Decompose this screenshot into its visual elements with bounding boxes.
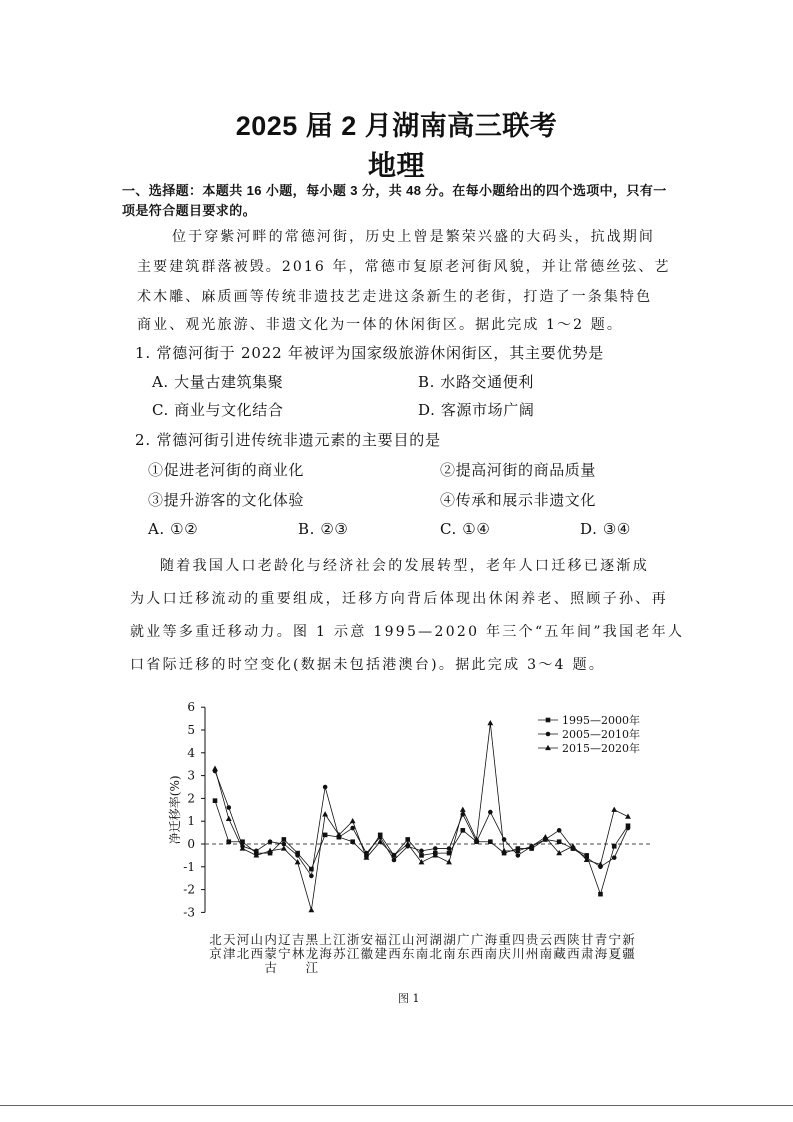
legend-label: 1995—2000年 (562, 714, 640, 727)
data-point-square (488, 839, 493, 844)
x-category-label: 湖北 (427, 933, 443, 961)
y-tick-label: 3 (187, 768, 195, 783)
x-category-label: 黑龙江 (303, 933, 319, 975)
question-2-option-b: B. ②③ (298, 520, 349, 538)
y-tick-label: 6 (187, 700, 195, 715)
x-category-label: 内蒙古 (262, 933, 278, 975)
y-axis-label: 净迁移率(%) (168, 775, 182, 845)
x-category-label: 北京 (207, 933, 223, 961)
question-2-statement-2: ②提高河街的商品质量 (440, 461, 597, 479)
y-tick-label: 2 (187, 791, 195, 806)
data-point-circle (392, 858, 397, 863)
question-1-stem: 1. 常德河街于 2022 年被评为国家级旅游休闲街区，其主要优势是 (135, 344, 604, 362)
x-category-label: 天津 (221, 933, 237, 961)
x-category-label: 贵州 (524, 933, 540, 961)
section-instructions-line-1: 一、选择题：本题共 16 小题，每小题 3 分，共 48 分。在每小题给出的四个选项中，只有一 (122, 183, 667, 198)
passage-2-line: 就业等多重迁移动力。图 1 示意 1995—2020 年三个“五年间”我国老年人 (130, 624, 685, 640)
question-1-option-d: D. 客源市场广阔 (418, 401, 535, 419)
data-point-triangle (487, 720, 493, 725)
x-category-label: 江西 (386, 933, 402, 961)
data-point-circle (309, 874, 314, 879)
x-category-label: 海南 (482, 933, 498, 961)
y-tick-label: 5 (187, 723, 195, 737)
question-2-stem: 2. 常德河街引进传统非遗元素的主要目的是 (135, 431, 441, 449)
question-2-statement-3: ③提升游客的文化体验 (148, 491, 305, 509)
data-point-triangle (543, 834, 549, 839)
data-point-square (282, 837, 287, 842)
question-2-option-a: A. ①② (148, 520, 199, 538)
y-tick-label: 4 (187, 745, 195, 760)
question-2-statement-1: ①促进老河街的商业化 (148, 461, 305, 479)
legend-label: 2015—2020年 (562, 742, 640, 755)
x-category-label: 广东 (455, 933, 471, 961)
data-point-circle (516, 853, 521, 858)
page-bottom-rule (0, 1105, 793, 1106)
data-point-square (213, 798, 218, 803)
question-2-statement-4: ④传承和展示非遗文化 (440, 491, 597, 509)
question-1-option-c: C. 商业与文化结合 (152, 401, 284, 419)
y-tick-label: -2 (183, 882, 195, 897)
passage-1-line: 商业、观光旅游、非遗文化为一体的休闲街区。据此完成 1～2 题。 (137, 317, 623, 333)
passage-1-line: 主要建筑群落被毁。2016 年，常德市复原老河街风貌，并让常德丝弦、艺 (137, 259, 671, 275)
passage-1-line: 位于穿紫河畔的常德河街，历史上曾是繁荣兴盛的大码头，抗战期间 (172, 229, 655, 245)
section-instructions-line-2: 项是符合题目要求的。 (122, 203, 257, 218)
x-category-label: 宁夏 (606, 933, 622, 961)
data-point-square (461, 828, 466, 833)
question-1-option-b: B. 水路交通便利 (418, 373, 534, 391)
legend-label: 2005—2010年 (562, 728, 640, 741)
data-point-circle (295, 853, 300, 858)
x-category-label: 云南 (537, 933, 553, 961)
question-1-option-a: A. 大量古建筑集聚 (152, 373, 284, 391)
x-category-label: 新疆 (620, 933, 636, 961)
x-category-label: 湖南 (441, 933, 457, 961)
figure-caption: 图 1 (398, 992, 420, 1005)
migration-rate-line-chart (150, 695, 660, 987)
subject-title: 地理 (367, 150, 425, 181)
x-category-label: 甘肃 (579, 933, 595, 961)
data-point-circle (226, 805, 231, 810)
passage-2-line: 口省际迁移的时空变化(数据未包括港澳台)。据此完成 3～4 题。 (130, 657, 606, 673)
data-point-square (612, 844, 617, 849)
data-point-triangle (446, 859, 452, 864)
x-category-label: 河南 (414, 933, 429, 961)
data-point-square (557, 839, 562, 844)
x-category-label: 江苏 (331, 933, 347, 961)
x-category-label: 山东 (400, 933, 416, 961)
x-category-label: 安徽 (358, 933, 374, 961)
data-point-circle (557, 828, 562, 833)
x-category-label: 青海 (592, 933, 608, 961)
data-point-circle (419, 849, 424, 854)
legend-marker-triangle (545, 745, 551, 750)
data-point-circle (612, 855, 617, 860)
x-category-label: 四川 (510, 933, 526, 961)
x-category-label: 西藏 (551, 933, 567, 961)
question-2-option-c: C. ①④ (440, 520, 491, 538)
data-point-triangle (501, 848, 507, 853)
legend-marker-circle (546, 732, 551, 737)
data-point-triangle (350, 818, 356, 823)
x-category-label: 山西 (248, 933, 264, 961)
x-category-label: 陕西 (565, 933, 581, 961)
data-point-square (598, 892, 603, 897)
data-point-square (350, 839, 355, 844)
data-point-square (226, 839, 231, 844)
data-point-triangle (226, 816, 232, 821)
y-tick-label: 1 (187, 814, 195, 829)
y-tick-label: -1 (183, 859, 195, 874)
y-tick-label: -3 (183, 905, 195, 920)
x-category-label: 广西 (469, 933, 485, 961)
data-point-circle (268, 839, 273, 844)
series-line-square (215, 801, 628, 894)
data-point-circle (626, 826, 631, 831)
passage-2-line: 随着我国人口老龄化与经济社会的发展转型，老年人口迁移已逐渐成 (160, 558, 649, 574)
x-category-label: 福建 (372, 933, 388, 961)
data-point-circle (447, 846, 452, 851)
data-point-circle (323, 785, 328, 790)
data-point-circle (488, 810, 493, 815)
data-point-triangle (322, 811, 328, 816)
data-point-triangle (460, 807, 466, 812)
data-point-triangle (611, 807, 617, 812)
exam-title: 2025 届 2 月湖南高三联考 (235, 111, 558, 141)
data-point-triangle (625, 813, 631, 818)
x-category-label: 上海 (317, 933, 333, 961)
legend-marker-square (546, 718, 551, 723)
data-point-triangle (212, 766, 218, 771)
x-category-label: 浙江 (345, 933, 361, 961)
passage-1-line: 术木雕、麻质画等传统非遗技艺走进这条新生的老街，打造了一条集特色 (137, 289, 653, 305)
data-point-square (419, 853, 424, 858)
y-tick-label: 0 (187, 837, 195, 851)
x-category-label: 辽宁 (276, 933, 292, 961)
passage-2-line: 为人口迁移流动的重要组成，迁移方向背后体现出休闲养老、照顾子孙、再 (130, 591, 668, 607)
data-point-triangle (308, 907, 314, 912)
data-point-square (323, 833, 328, 838)
x-category-label: 吉林 (290, 933, 306, 961)
question-2-option-d: D. ③④ (580, 520, 631, 538)
x-category-label: 重庆 (496, 933, 512, 961)
data-point-circle (433, 846, 438, 851)
x-category-label: 河北 (235, 933, 251, 961)
